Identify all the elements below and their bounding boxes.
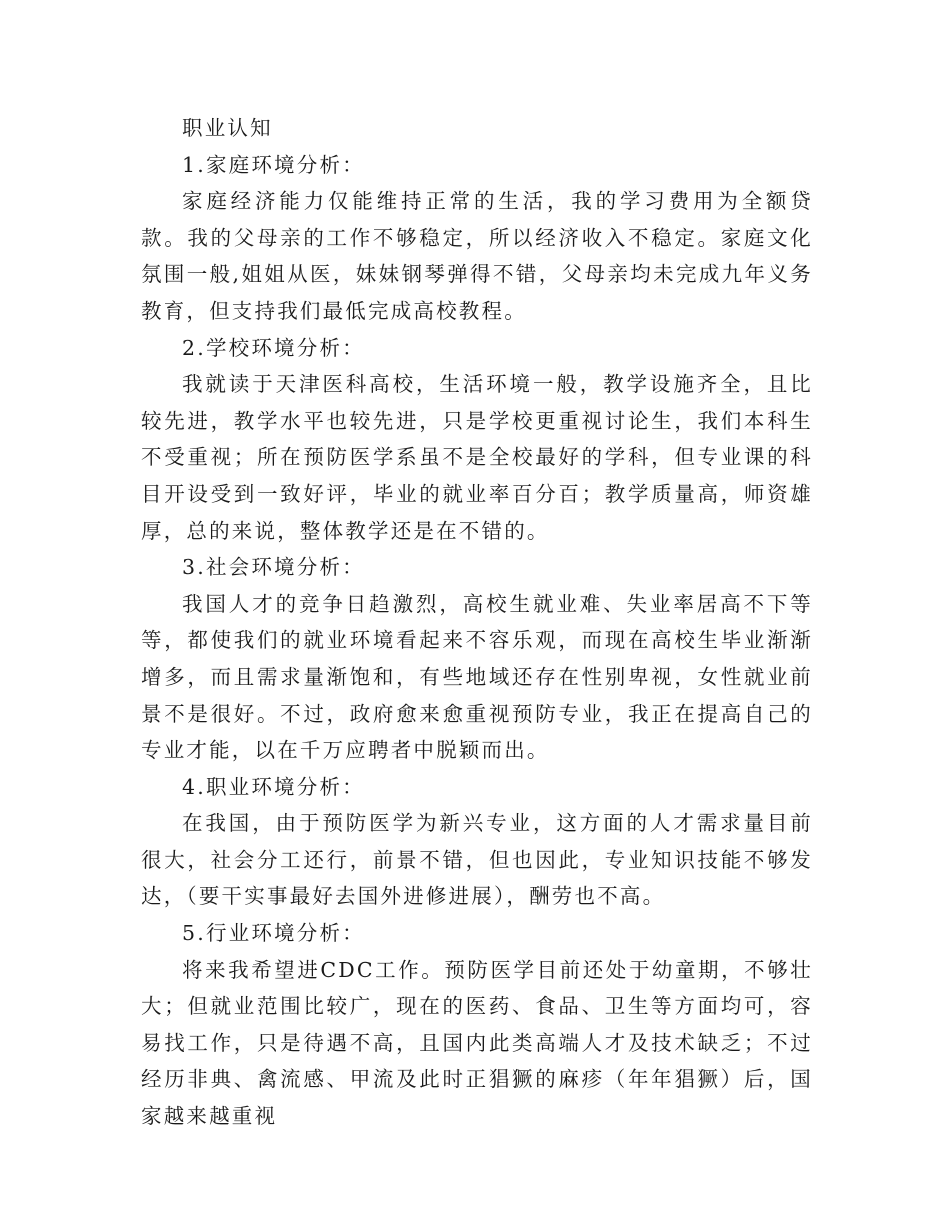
document-body (141, 110, 813, 1135)
section-body-family: 家庭经济能力仅能维持正常的生活，我的学习费用为全额贷款。我的父母亲的工作不够稳定，所以经济收入不稳定。家庭文化氛围一般,姐姐从医，妹妹钢琴弹得不错，父母亲均未完成九年义务教育，但支持我们最低完成高校教程。 (141, 189, 813, 323)
section-body-industry: 将来我希望进CDC工作。预防医学目前还处于幼童期，不够壮大；但就业范围比较广，现在的医药、食品、卫生等方面均可，容易找工作，只是待遇不高，且国内此类高端人才及技术缺乏；不过经历非典、禽流感、甲流及此时正猖獗的麻疹（年年猖獗）后，国家越来越重视 (141, 957, 813, 1129)
section-body-society: 我国人才的竞争日趋激烈，高校生就业难、失业率居高不下等等，都使我们的就业环境看起来不容乐观，而现在高校生毕业渐渐增多，而且需求量渐饱和，有些地域还存在性别卑视，女性就业前景不是很好。不过，政府愈来愈重视预防专业，我正在提高自己的专业才能，以在千万应聘者中脱颖而出。 (141, 591, 813, 763)
document-title: 职业认知 (182, 116, 273, 140)
section-heading-career: 4.职业环境分析： (182, 774, 365, 799)
section-heading-society: 3.社会环境分析： (182, 555, 365, 580)
section-body-school: 我就读于天津医科高校，生活环境一般，教学设施齐全，且比较先进，教学水平也较先进，只是学校更重视讨论生，我们本科生不受重视；所在预防医学系虽不是全校最好的学科，但专业课的科目开设受到一致好评，毕业的就业率百分百；教学质量高，师资雄厚，总的来说，整体教学还是在不错的。 (141, 372, 813, 543)
section-body-career: 在我国，由于预防医学为新兴专业，这方面的人才需求量目前很大，社会分工还行，前景不错，但也因此，专业知识技能不够发达，（要干实事最好去国外进修进展），酬劳也不高。 (141, 811, 813, 909)
section-heading-family: 1.家庭环境分析： (182, 152, 365, 177)
section-heading-industry: 5.行业环境分析： (182, 921, 365, 946)
section-heading-school: 2.学校环境分析： (182, 335, 365, 360)
